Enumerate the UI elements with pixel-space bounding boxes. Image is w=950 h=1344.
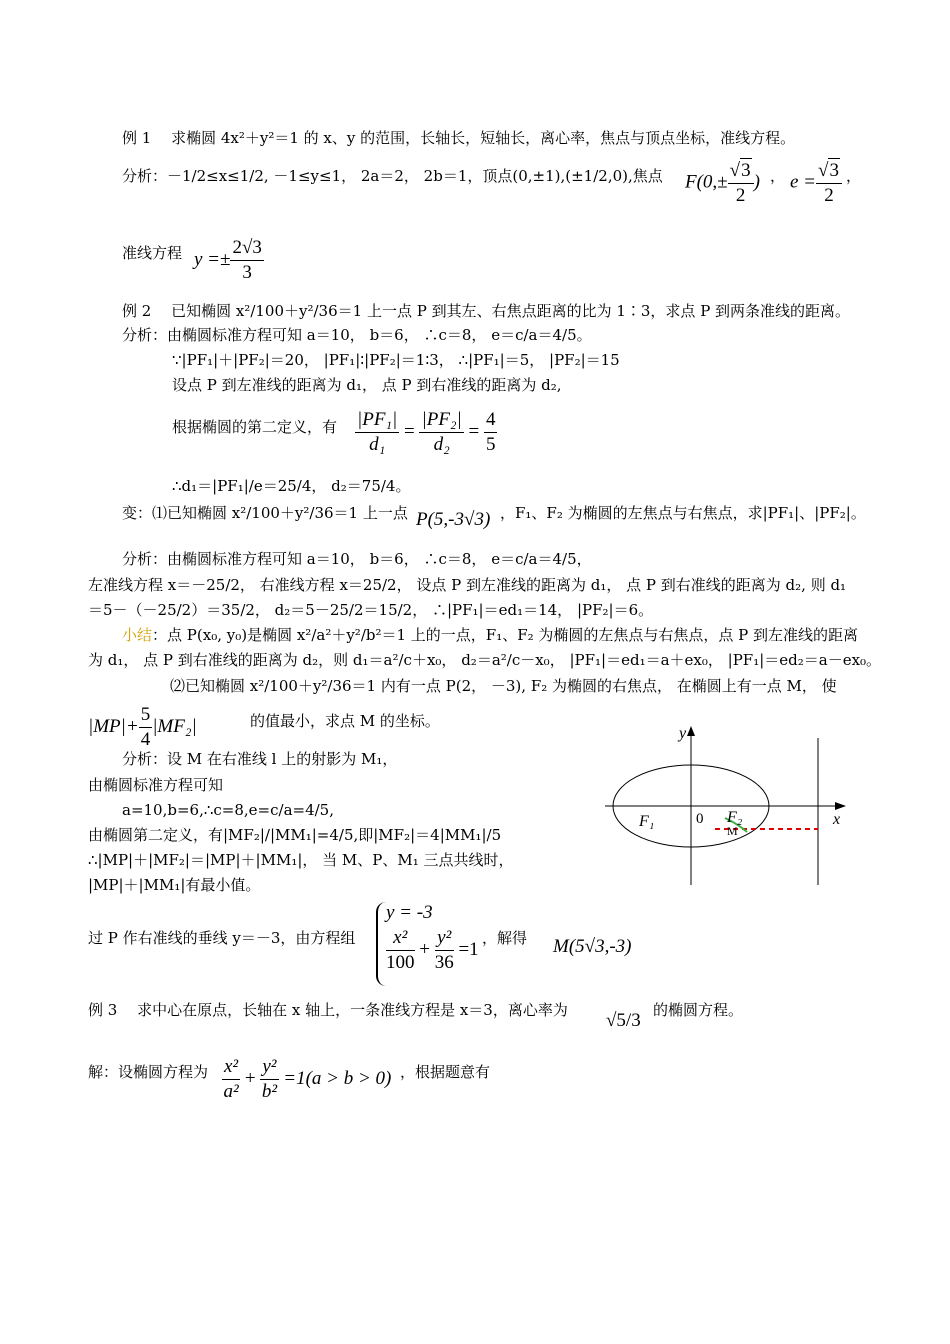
ex3-line1: 例 3 求中心在原点，长轴在 x 轴上，一条准线方程是 x＝3，离心率为 [88, 1001, 568, 1019]
ex2-line4: 设点 P 到左准线的距离为 d₁， 点 P 到右准线的距离为 d₂, [172, 376, 562, 394]
system-eq2: $\frac{\text{x²}}{100}$ + $\frac{\text{y²}}{36}$ =1 [386, 927, 479, 973]
ex2-line5: 根据椭圆的第二定义，有 [172, 418, 338, 436]
ex1-line2: 分析：－1/2≤x≤1/2, －1≤y≤1， 2a＝2， 2b＝1，顶点(0,±1),(±1/2,0),焦点 [122, 167, 663, 185]
summary-line1: 小结：点 P(x₀, y₀)是椭圆 x²/a²＋y²/b²＝1 上的一点，F₁、F₂ 为椭圆的左焦点与右焦点，点 P 到左准线的距离 [122, 626, 859, 644]
m-label: M [727, 824, 738, 838]
x-axis-label: x [833, 811, 841, 828]
ex3-ellipse-equation: $\frac{\text{x²}}{\text{a²}}$ + $\frac{\text{y²}}{\text{b²}}$ =1(a > b > 0) [223, 1056, 392, 1102]
ex2-line1: 例 2 已知椭圆 x²/100＋y²/36＝1 上一点 P 到其左、右焦点距离的比为 1∶3，求点 P 到两条准线的距离。 [122, 302, 851, 320]
equation-system [376, 902, 479, 986]
ex3-line1b: 的椭圆方程。 [653, 1001, 744, 1019]
ex1-eccentricity: e = $\frac{√3}{2}$ [790, 158, 842, 208]
origin-label: 0 [696, 811, 704, 827]
var1-line1a: 变：⑴已知椭圆 x²/100＋y²/36＝1 上一点 [122, 504, 408, 522]
var2-a2: 由椭圆标准方程可知 [88, 776, 224, 794]
summary-label: 小结 [122, 626, 153, 644]
var2-a3: a=10,b=6,∴c=8,e=c/a=4/5, [122, 801, 334, 819]
var2-answer: M(5√3,-3) [553, 936, 632, 957]
var1-line4: ＝5－（－25/2）＝35/2， d₂＝5－25/2＝15/2， ∴|PF₁|＝ed₁＝14， |PF₂|＝6。 [88, 601, 654, 619]
ex2-ratio-formula: $\frac{\text{|PF₁|}}{\text{d₁}}$ = $\frac{\text{|PF₂|}}{\text{d₂}}$ = $\frac{4}{5}$ [357, 409, 496, 455]
ex1-directrix: y =± $\frac{2√3}{3}$ [194, 237, 262, 283]
var2-a4: 由椭圆第二定义，有|MF₂|/|MM₁|=4/5,即|MF₂|＝4|MM₁|/5 [88, 826, 502, 844]
system-eq1: y = -3 [386, 902, 433, 923]
var1-point-p: P(5,-3√3) [416, 509, 491, 530]
ex1-line1: 例 1 求椭圆 4x²＋y²＝1 的 x、y 的范围，长轴长，短轴长，离心率，焦点与顶点坐标，准线方程。 [122, 129, 796, 147]
var2-a1: 分析：设 M 在右准线 l 上的射影为 M₁， [122, 750, 398, 768]
var2-a5: ∴|MP|＋|MF₂|＝|MP|＋|MM₁|， 当 M、P、M₁ 三点共线时， [88, 851, 514, 869]
y-axis-label: y [679, 725, 687, 742]
var1-line3: 左准线方程 x＝－25/2， 右准线方程 x＝25/2， 设点 P 到左准线的距离为 d₁， 点 P 到右准线的距离为 d₂, 则 d₁ [88, 576, 847, 594]
var1-line2: 分析：由椭圆标准方程可知 a＝10， b＝6， ∴c＝8， e＝c/a＝4/5， [122, 550, 592, 568]
var2-a6: |MP|＋|MM₁|有最小值。 [88, 876, 261, 894]
ex1-line3: 准线方程 [122, 244, 183, 262]
ex1-focus-formula: F(0,± $\frac{√3}{2}$ ) [685, 160, 760, 206]
ellipse-figure [603, 720, 853, 890]
ex3-sol-pre: 解：设椭圆方程为 [88, 1063, 209, 1081]
var2-expression: |MP|+ $\frac{5}{4}$ |MF₂| [88, 704, 197, 750]
x-axis-arrow [835, 802, 846, 810]
ex3-sol-post: ，根据题意有 [400, 1063, 491, 1081]
ex2-line2: 分析：由椭圆标准方程可知 a＝10， b＝6， ∴c＝8， e＝c/a＝4/5。 [122, 326, 592, 344]
var1-line1b: ，F₁、F₂ 为椭圆的左焦点与右焦点，求|PF₁|、|PF₂|。 [500, 504, 866, 522]
f1-label: F₁ [639, 813, 655, 830]
summary-line2: 为 d₁， 点 P 到右准线的距离为 d₂，则 d₁＝a²/c＋x₀， d₂＝a²/c－x₀， |PF₁|＝ed₁＝a＋ex₀， |PF₁|＝ed₂＝a－ex₀。 [88, 651, 882, 669]
var2-b2: ，解得 [482, 929, 528, 947]
ex1-comma1: ， [770, 167, 786, 185]
var2-line1: ⑵已知椭圆 x²/100＋y²/36＝1 内有一点 P(2， －3), F₂ 为椭圆的右焦点， 在椭圆上有一点 M， 使 [170, 677, 837, 695]
ex2-line6: ∴d₁＝|PF₁|/e＝25/4， d₂＝75/4。 [172, 477, 411, 495]
ex2-line3: ∵|PF₁|＋|PF₂|＝20， |PF₁|∶|PF₂|＝1∶3， ∴|PF₁|＝5， |PF₂|＝15 [172, 351, 620, 369]
var2-line2: 的值最小，求点 M 的坐标。 [250, 712, 440, 730]
ex1-comma2: ， [846, 167, 862, 185]
y-axis-arrow [687, 726, 695, 736]
var2-b1: 过 P 作右准线的垂线 y＝－3，由方程组 [88, 929, 356, 947]
f2-label: F₂ [727, 809, 743, 826]
ex3-eccentricity: √5/3 [606, 1010, 641, 1031]
